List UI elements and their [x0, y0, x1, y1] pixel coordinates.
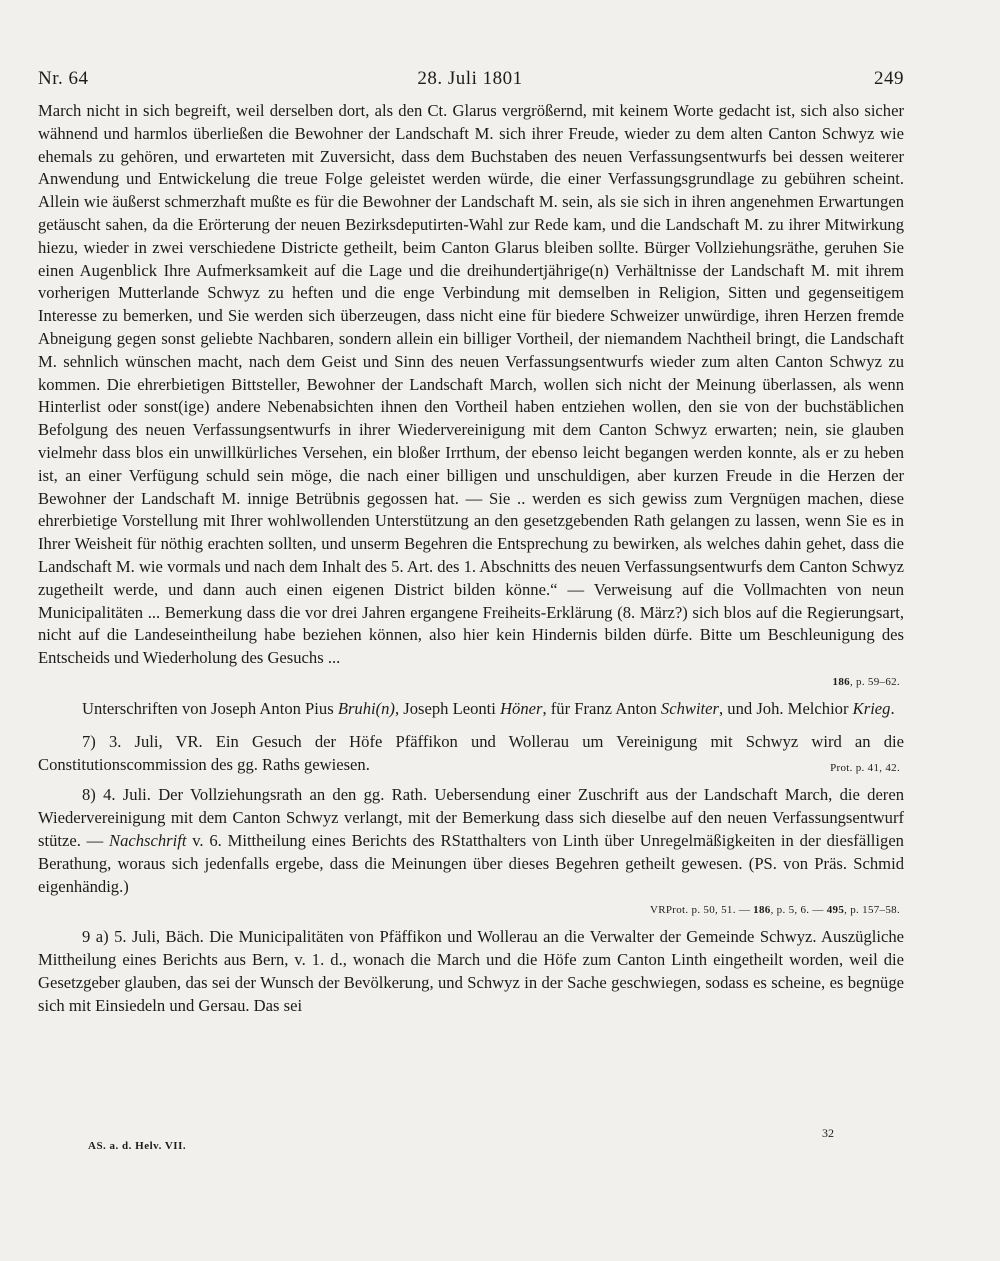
entry-8-ref-d: 495: [826, 904, 845, 917]
signers-text-2: , Joseph Leonti: [394, 698, 501, 718]
main-reference: [38, 670, 904, 692]
body-text: [38, 100, 904, 1025]
entry-8-reference: [38, 898, 904, 920]
entry-9a-text: 9 a) 5. Juli, Bäch. Die Municipalitäten von Pfäffikon und Wollerau an die Verwalter der Gemeinde Schwyz. Auszügliche Mittheilung eines Berichts aus Bern, v. 1. d., wonach die March und die Höfe zum Canton Linth eingetheilt worden, weil die Gesetzgeber glauben, das sei der Wunsch der Bevölkerung, und Schwyz in der Sache geschwiegen, sodass es scheine, es begnüge sich mit Einsiedeln und Gersau. Das sei: [38, 927, 904, 1015]
signers-text-3: , für Franz Anton: [542, 698, 661, 718]
signers-text-1: Unterschriften von Joseph Anton Pius: [82, 698, 338, 718]
entry-7: [38, 731, 904, 777]
entry-8-ref-c: , p. 5, 6. —: [770, 904, 827, 917]
document-number: Nr. 64: [38, 68, 89, 89]
entry-9a: [38, 926, 904, 1017]
footer-signature-number: 32: [822, 1126, 834, 1140]
entry-8-ref-e: , p. 157–58.: [844, 904, 900, 917]
signers-text-4: , und Joh. Melchior: [719, 698, 853, 718]
entry-8-ref-b: 186: [753, 904, 771, 917]
entry-8-text-2: v. 6. Mittheilung eines Berichts des RStatthalters von Linth über Unregelmäßigkeiten in der diesfälligen Berathung, woraus sich jedenfalls ergebe, dass die Meinungen über dieses Begehren getheilt gewesen. (PS. von Präs. Schmid eigenhändig.): [38, 830, 904, 896]
main-ref-pages: , p. 59–62.: [849, 675, 900, 688]
entry-8-ref-a: VRProt. p. 50, 51. —: [650, 904, 754, 917]
footer-series-reference: AS. a. d. Helv. VII.: [88, 1140, 187, 1152]
main-ref-volume: 186: [832, 675, 850, 688]
entry-8-text-1: 8) 4. Juli. Der Vollziehungsrath an den gg. Rath. Uebersendung einer Zuschrift aus der Landschaft March, die deren Wiedervereinigung mit dem Canton Schwyz verlangt, mit der Bemerkung dass sich dieselbe auf den neuen Verfassungsentwurf stütze. —: [38, 785, 904, 850]
signer-name-honer: Höner: [500, 698, 543, 718]
signer-name-krieg: Krieg: [852, 698, 891, 718]
document-date: 28. Juli 1801: [417, 68, 523, 89]
signer-name-bruhin: Bruhi(n): [337, 698, 395, 718]
entry-8-nachschrift: Nachschrift: [109, 830, 187, 850]
signer-name-schwiter: Schwiter: [660, 698, 719, 718]
entry-7-reference: Prot. p. 41, 42.: [830, 761, 900, 774]
main-paragraph: [38, 100, 904, 670]
main-paragraph-text: March nicht in sich begreift, weil derselben dort, als den Ct. Glarus vergrößernd, mit keinem Worte gedacht ist, sich also sicher wähnend und harmlos überließen die Bewohner der Landschaft M. sich ihrer Freude, wieder zu dem alten Canton Schwyz wie ehemals zu gehören, und erwarteten mit Zuversicht, dass dem Buchstaben des neuen Verfassungsentwurfs bei dessen weiterer Anwendung und Entwickelung die treue Folge geleistet werden würde, die einer Verfassungsgrundlage zu gebühren scheint. Allein wie äußerst schmerzhaft mußte es für die Bewohner der Landschaft M. sein, als sie sich in ihren angenehmen Erwartungen getäuscht sahen, da die Erörterung der neuen Bezirksdeputirten-Wahl zur Rede kam, und die Landschaft M. zu ihrer Mitwirkung hiezu, wieder in zwei verschiedene Districte getheilt, beim Canton Glarus bleiben sollte. Bürger Vollziehungsräthe, geruhen Sie einen Augenblick Ihre Aufmerksamkeit auf die Lage und die dreihundertjährige(n) Verhältnisse der Landschaft M. mit ihrem vorherigen Mutterlande Schwyz zu heften und die enge Verbindung mit demselben in Religion, Sitten und gegenseitigem Interesse zu bemerken, und Sie werden sich überzeugen, dass nicht eine für biedere Schweizer unwürdige, ihren Herzen fremde Abneigung gegen sonst geliebte Nachbaren, sondern allein ein billiger Vortheil, der niemandem Nachtheil bringt, die Landschaft M. sehnlich wünschen macht, nach dem Geist und Sinn des neuen Verfassungsentwurfs wieder zum alten Canton Schwyz zu kommen. Die ehrerbietigen Bittsteller, Bewohner der Landschaft March, wollen sich nicht der Meinung überlassen, als wenn Hinterlist oder sonst(ige) andere Nebenabsichten ihnen den Vortheil haben entziehen wollen, den sie von der buchstäblichen Befolgung des neuen Verfassungsentwurfs in ihrer Wiedervereinigung mit dem Canton Schwyz erwarten; nein, sie glauben vielmehr dass blos ein unwillkürliches Versehen, ein bloßer Irrthum, der ebenso leicht begangen werden konnte, als er zu heben ist, an einer Verfügung schuld sein möge, die nach einer billigen und unschuldigen, aber kurzen Freude in die Herzen der Bewohner der Landschaft M. innige Betrübnis gegossen hat. — Sie .. werden es sich gewiss zum Vergnügen machen, diese ehrerbietige Vorstellung mit Ihrer wohlwollenden Unterstützung an den gesetzgebenden Rath gelangen zu lassen, wenn Sie es in Ihrer Weisheit für nöthig erachten sollten, und unserm Begehren die Entsprechung zu bewirken, als welches dahin gehet, dass die Landschaft M. wie vormals und nach dem Inhalt des 5. Art. des 1. Abschnitts des neuen Verfassungsentwurfs dem Canton Schwyz zugetheilt werde, und dann auch einen eigenen District bilden könne.“ — Verweisung auf die Vollmachten von neun Municipalitäten ... Bemerkung dass die vor drei Jahren ergangene Freiheits-Erklärung (8. März?) sich blos auf die Regierungsart, nicht auf die Landeseintheilung habe beziehen können, also hier kein Hindernis bilden dürfe. Bitte um Beschleunigung des Entscheids und Wiederholung des Gesuchs ...: [38, 101, 904, 668]
signers-text-5: .: [890, 698, 895, 718]
entry-7-text: 7) 3. Juli, VR. Ein Gesuch der Höfe Pfäffikon und Wollerau um Vereinigung mit Schwyz wird an die Constitutionscommission des gg. Raths gewiesen.: [38, 731, 904, 774]
entry-8: [38, 784, 904, 898]
page-number: 249: [874, 68, 904, 89]
signatories-paragraph: [38, 698, 904, 721]
